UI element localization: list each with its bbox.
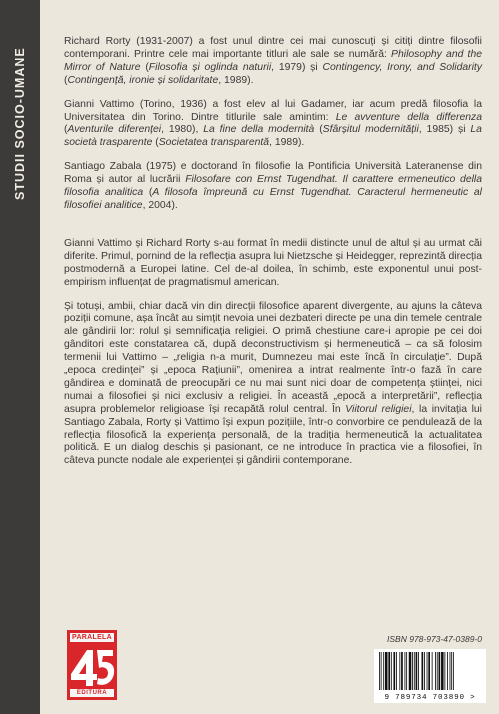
barcode-bar: [414, 652, 415, 690]
publisher-logo-top: PARALELA: [72, 634, 112, 641]
bio-paragraph: [64, 99, 482, 151]
barcode-bar: [379, 652, 380, 690]
title-text: Aventurile diferenței: [67, 124, 162, 136]
description-paragraph: [64, 301, 482, 469]
title-text: Contingency, Irony, and Solidarity: [322, 61, 482, 73]
barcode-bar: [416, 652, 418, 690]
barcode-bar: [437, 652, 438, 690]
text-run: Richard Rorty (1931-2007) a fost unul dintre cei mai cunoscuți și citiți dintre filosofii contemporani. Printre cele mai importante titluri ale sale se numără:: [64, 36, 482, 60]
title-text: Le avventure della differenza: [335, 111, 483, 123]
text-run: , 1979) și: [271, 61, 323, 73]
barcode-bar: [396, 652, 397, 690]
barcode-bar: [432, 652, 433, 690]
title-text: A filosofa împreună cu Ernst Tugendhat. Caracterul hermeneutic al filosofiei analitice: [64, 187, 482, 211]
bio-paragraph: [64, 36, 482, 88]
barcode-bar: [441, 652, 444, 690]
barcode-bar: [435, 652, 436, 690]
text-run: Și totuși, ambii, chiar dacă vin din direcții filosofice aparent divergente, au ajuns la câteva poziții comune, așa încât au simțit nevoia unei dezbateri directe pe una din temele centrale ale gândirii lor: rolul și semnificația religiei. O primă chestiune care-i apropie pe cei doi gânditori este constatarea că, după deconstructivism și hermeneutică – ca să folosim termenii lui Vattimo – „religia n-a murit, Dumnezeu mai este încă în circulație”. După „epoca credinței” și „epoca Rațiunii”, omenirea a intrat realmente într-o fază în care gândirea e dominată de preocupări ce nu mai sunt nici doar de competența științei, nici numai a filosofiei și nici exclusiv a religiei. În această „epocă a interpretării”, reflecția asupra problemelor religioase își recapătă rolul central. În: [64, 300, 482, 415]
barcode-bar: [391, 652, 392, 690]
barcode-bar: [385, 652, 388, 690]
barcode-bars: [377, 652, 483, 690]
publisher-mark-45: [67, 644, 117, 688]
title-text: Sfârșitul modernității: [322, 124, 419, 136]
text-run: , 1989).: [218, 74, 254, 86]
barcode-bar: [444, 652, 445, 690]
author-bios: [64, 36, 482, 213]
text-run: Santiago Zabala (1975) e doctorand în filosofie la Pontificia Università Lateranense din Roma și autor al lucrării: [64, 161, 482, 186]
barcode-bar: [453, 652, 454, 690]
barcode-bar: [409, 652, 412, 690]
text-run: (: [143, 187, 153, 199]
publisher-logo: [67, 630, 117, 700]
title-text: Contingență, ironie și solidaritate: [67, 74, 219, 86]
text-run: (: [64, 74, 68, 86]
back-cover-text: [64, 36, 482, 479]
text-run: (: [314, 124, 323, 136]
text-run: , la invitația lui Santiago Zabala, Rorty și Vattimo își expun pozițiile, într-o convorbire ce pendulează de la reflecția filosofică la experiența personală, de la tradiția hermeneutică la actualitatea politică. E un dialog deschis și pasionant, ce ne introduce în practica vie a filosofiei, în câteva puncte nodale ale experienței și gândirii contemporane.: [64, 403, 482, 467]
text-run: , 1980),: [161, 124, 204, 136]
barcode-bar: [406, 652, 407, 690]
barcode-bar: [424, 652, 425, 690]
text-run: , 2004).: [142, 199, 178, 211]
text-run: , 1989).: [269, 137, 305, 149]
barcode-bar: [399, 652, 400, 690]
barcode-bar: [412, 652, 413, 690]
series-label: STUDII SOCIO-UMANE: [13, 47, 27, 201]
text-run: (: [140, 61, 149, 73]
barcode-bar: [427, 652, 428, 690]
bio-paragraph: [64, 161, 482, 213]
barcode-digits: 9 789734 703890 >: [384, 694, 476, 702]
title-text: La società trasparente: [64, 124, 482, 149]
text-run: (: [152, 137, 159, 149]
text-run: Gianni Vattimo (Torino, 1936) a fost elev al lui Gadamer, iar acum predă filosofia la Universitatea din Torino. Dintre titlurile sale amintim:: [64, 98, 482, 123]
barcode-bar: [418, 652, 419, 690]
barcode-bar: [447, 652, 448, 690]
barcode-bar: [405, 652, 406, 690]
barcode-bar: [401, 652, 403, 690]
barcode: [374, 649, 486, 703]
title-text: Philosophy and the Mirror of Nature: [64, 48, 483, 73]
text-run: Gianni Vattimo și Richard Rorty s-au format în medii distincte unul de altul și au urmat căi diferite. Primul, pornind de la reflecția asupra lui Nietzsche și Heidegger, reprezintă direcția postmodernă a Europei latine. Cel de-al doilea, în schimb, este exponentul unui post-empirism influențat de pragmatismul american.: [64, 237, 482, 288]
barcode-bar: [428, 652, 430, 690]
book-spine: [0, 0, 40, 714]
description-paragraph: [64, 238, 482, 290]
title-text: Societatea transparentă: [158, 137, 270, 149]
barcode-bar: [383, 652, 384, 690]
barcode-bar: [381, 652, 382, 690]
barcode-bar: [451, 652, 452, 690]
title-text: Viitorul religiei: [345, 403, 412, 415]
barcode-bar: [450, 652, 451, 690]
book-description: [64, 238, 482, 468]
barcode-bar: [393, 652, 395, 690]
title-text: Filosofia și oglinda naturii: [148, 61, 272, 73]
barcode-bar: [388, 652, 390, 690]
title-text: Filosofare con Ernst Tugendhat. Il carattere ermeneutico della filosofia analitica: [64, 174, 483, 199]
text-run: , 1985) și: [418, 124, 471, 136]
barcode-bar: [439, 652, 441, 690]
text-run: (: [64, 124, 68, 136]
title-text: La fine della modernità: [203, 124, 315, 136]
publisher-logo-bottom: EDITURA: [70, 689, 114, 697]
barcode-bar: [422, 652, 424, 690]
isbn-text: ISBN 978-973-47-0389-0: [387, 634, 482, 644]
